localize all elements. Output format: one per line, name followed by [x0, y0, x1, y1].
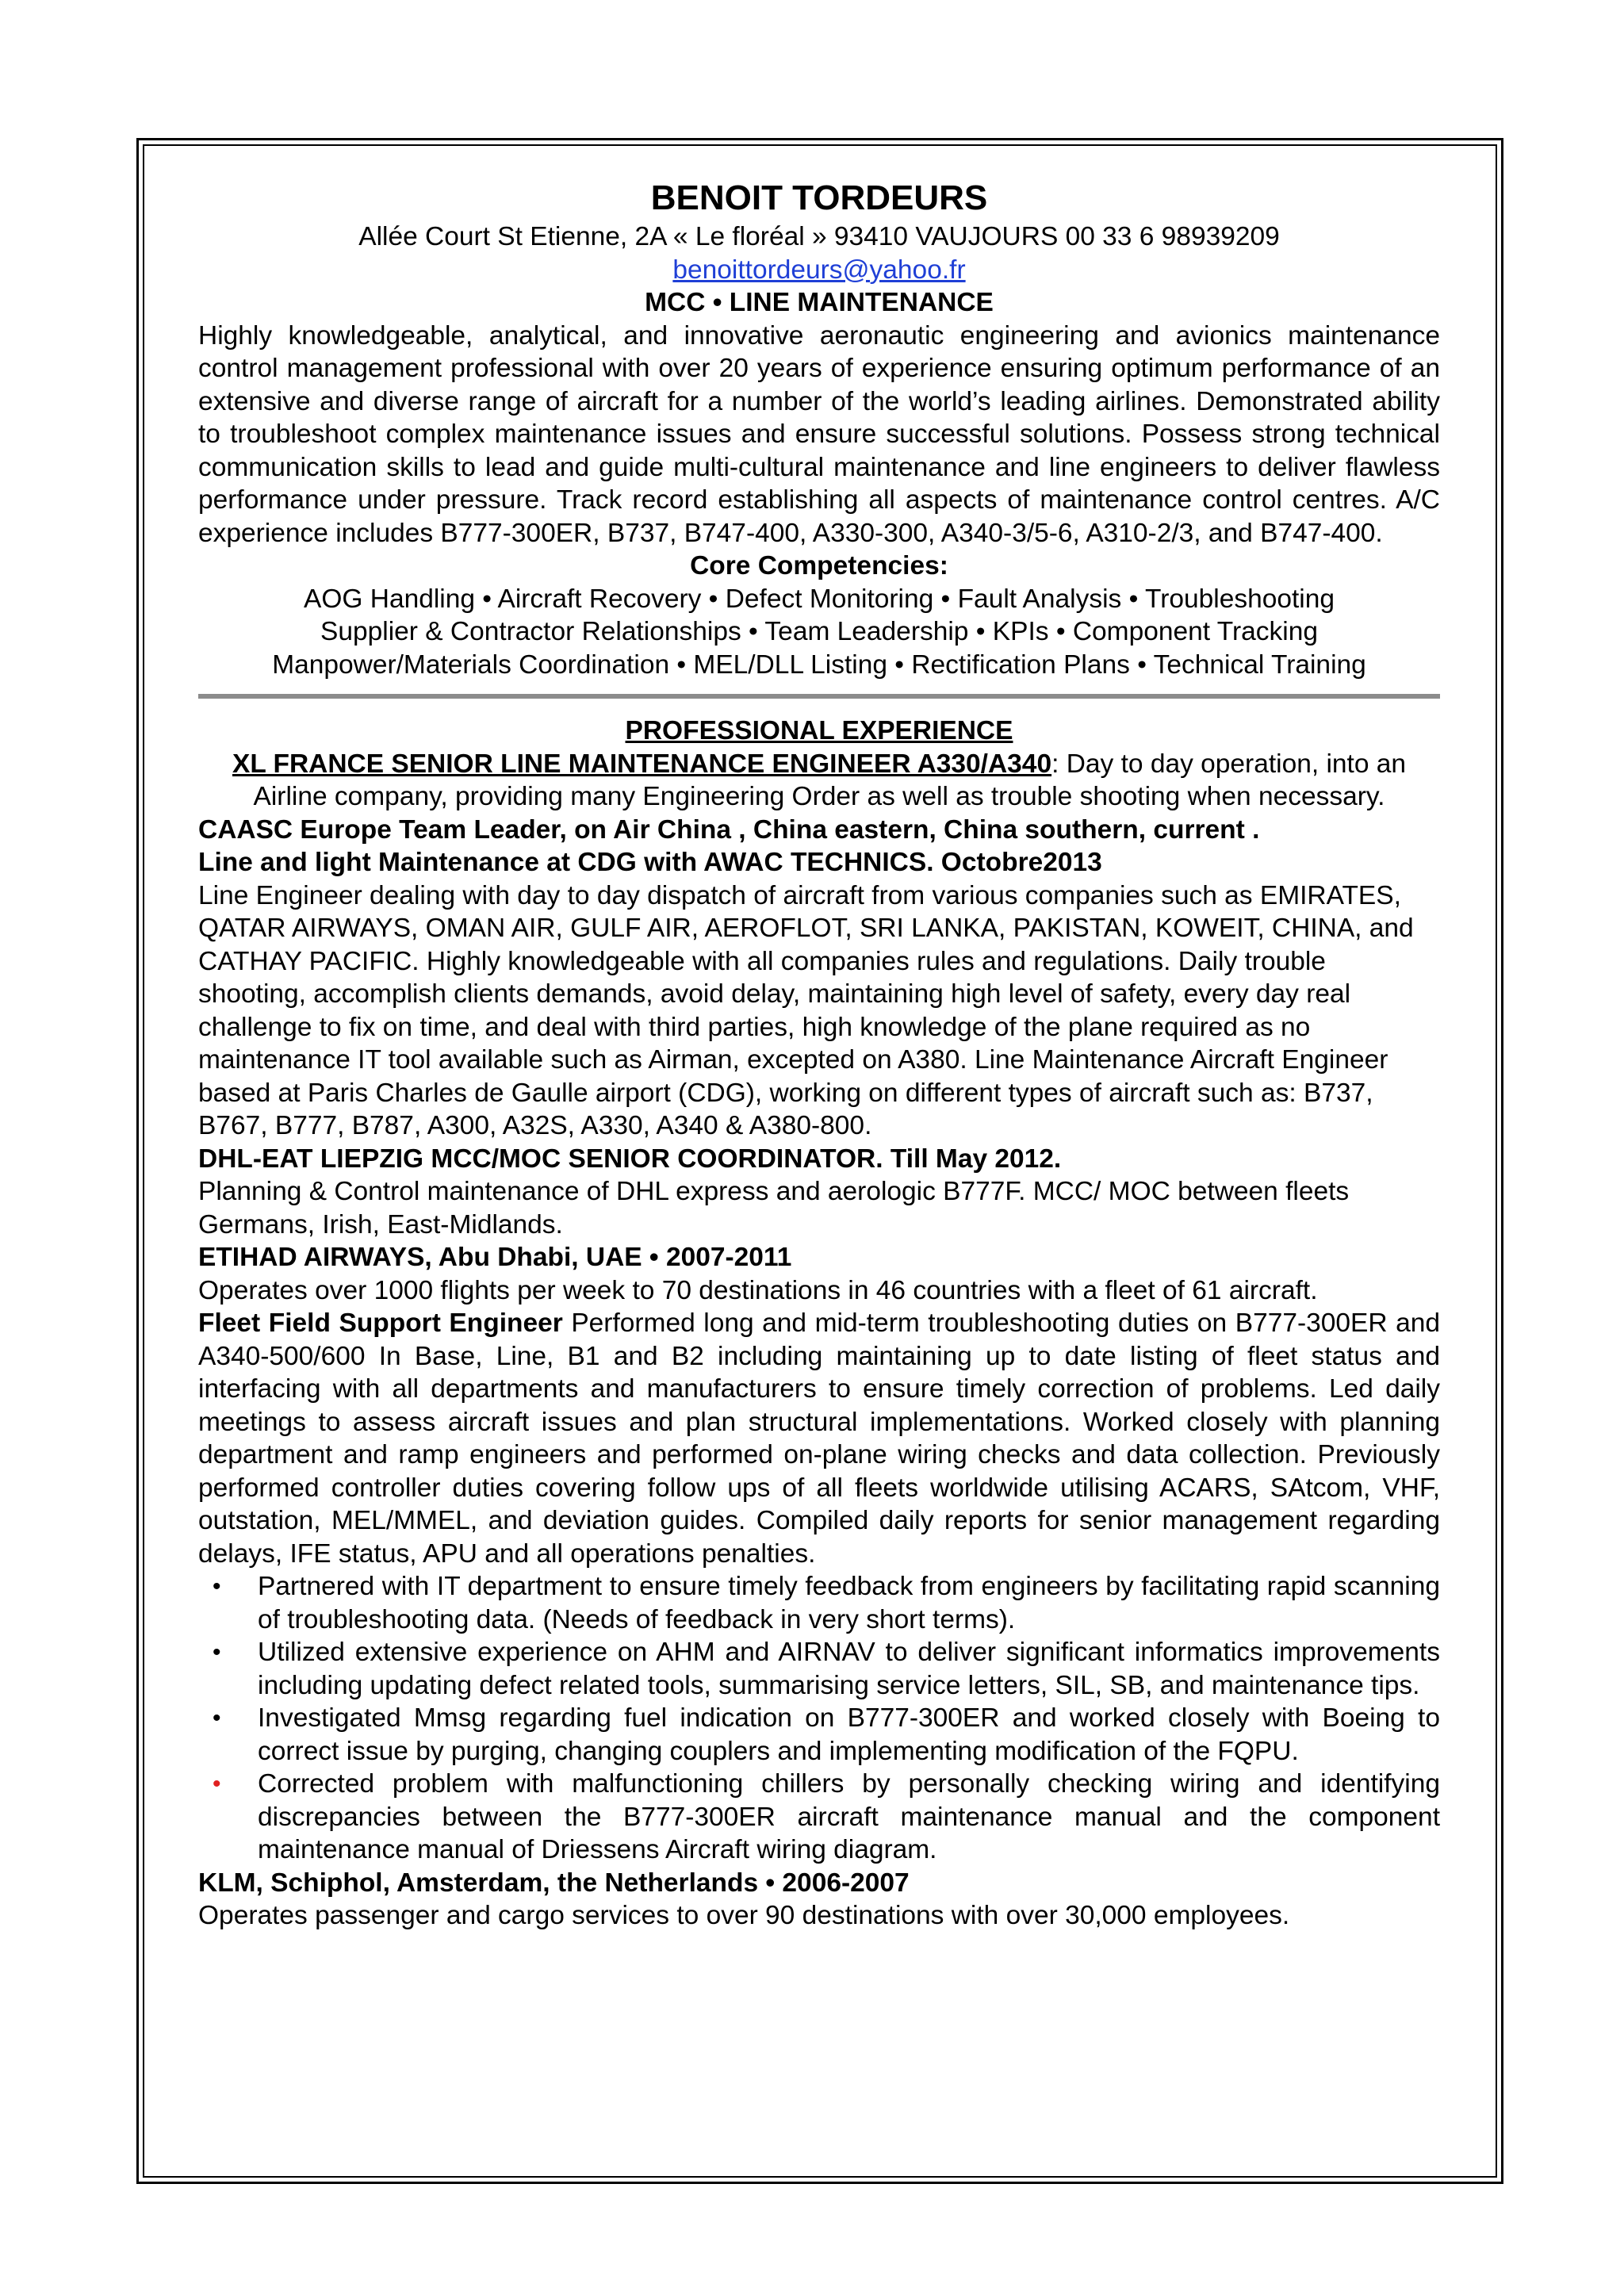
list-item-text: Corrected problem with malfunctioning chillers by personally checking wiring and identifying discrepancies between the B777-300ER aircraft maintenance manual and the component maintenance manual of Driessens Aircraft wiring diagram. [258, 1769, 1440, 1864]
dhl-description: Planning & Control maintenance of DHL express and aerologic B777F. MCC/ MOC between fleets Germans, Irish, East-Midlands. [198, 1177, 1350, 1239]
headline-title: MCC • LINE MAINTENANCE [645, 288, 994, 317]
list-item [198, 1702, 1440, 1768]
etihad-description: Operates over 1000 flights per week to 70 destinations in 46 countries with a fleet of 61 aircraft. [198, 1275, 1318, 1305]
caasc-description: Line Engineer dealing with day to day dispatch of aircraft from various companies such as EMIRATES, QATAR AIRWAYS, OMAN AIR, GULF AIR, AEROFLOT, SRI LANKA, PAKISTAN, KOWEIT, CHINA, and CATHAY PACIFIC. Highly knowledgeable with all companies rules and regulations. Daily trouble shooting, accomplish clients demands, avoid delay, maintaining high level of safety, every day real challenge to fix on time, and deal with third parties, high knowledge of the plane required as no maintenance IT tool available such as Airman, excepted on A380. Line Maintenance Aircraft Engineer based at Paris Charles de Gaulle airport (CDG), working on different types of aircraft such as: B737, B767, B777, B787, A300, A32S, A330, A340 & A380-800. [198, 880, 1414, 1140]
bullet-icon: • [213, 1573, 221, 1600]
dhl-title: DHL-EAT LIEPZIG MCC/MOC SENIOR COORDINATOR. Till May 2012. [198, 1144, 1062, 1174]
candidate-name: BENOIT TORDEURS [650, 178, 988, 217]
etihad-title: ETIHAD AIRWAYS, Abu Dhabi, UAE • 2007-2011 [198, 1243, 792, 1272]
list-item-text: Partnered with IT department to ensure timely feedback from engineers by facilitating rapid scanning of troubleshooting data. (Needs of feedback in very short terms). [258, 1572, 1440, 1634]
caasc-title-line-1: CAASC Europe Team Leader, on Air China , China eastern, China southern, current . [198, 814, 1260, 845]
section-divider [198, 694, 1440, 699]
competencies-line-1: AOG Handling • Aircraft Recovery • Defect Monitoring • Fault Analysis • Troubleshooting [303, 584, 1335, 614]
list-item-text: Investigated Mmsg regarding fuel indication on B777-300ER and worked closely with Boeing to correct issue by purging, changing couplers and implementing modification of the FQPU. [258, 1703, 1440, 1766]
list-item [198, 1570, 1440, 1636]
contact-address: Allée Court St Etienne, 2A « Le floréal » 93410 VAUJOURS 00 33 6 98939209 [358, 222, 1280, 251]
caasc-title-line-2: Line and light Maintenance at CDG with AWAC TECHNICS. Octobre2013 [198, 848, 1102, 877]
bullet-icon-red: • [213, 1771, 221, 1797]
klm-title: KLM, Schiphol, Amsterdam, the Netherlands • 2006-2007 [198, 1868, 910, 1898]
competencies-line-2: Supplier & Contractor Relationships • Team Leadership • KPIs • Component Tracking [320, 617, 1318, 646]
bullet-icon: • [213, 1639, 221, 1665]
competencies-heading: Core Competencies: [690, 551, 948, 580]
xl-france-entry [198, 748, 1440, 814]
profile-summary: Highly knowledgeable, analytical, and innovative aeronautic engineering and avionics maintenance control management professional with over 20 years of experience ensuring optimum performance of an extensive and diverse range of aircraft for a number of the world’s leading airlines. Demonstrated ability to troubleshoot complex maintenance issues and ensure successful solutions. Possess strong technical communication skills to lead and guide multi-cultural maintenance and line engineers to deliver flawless performance under pressure. Track record establishing all aspects of maintenance control centres. A/C experience includes B777-300ER, B737, B747-400, A330-300, A340-3/5-6, A310-2/3, and B747-400. [198, 320, 1440, 548]
experience-heading: PROFESSIONAL EXPERIENCE [625, 716, 1013, 745]
competencies-line-3: Manpower/Materials Coordination • MEL/DLL Listing • Rectification Plans • Technical Training [272, 649, 1366, 680]
list-item-text: Utilized extensive experience on AHM and AIRNAV to deliver significant informatics improvements including updating defect related tools, summarising service letters, SIL, SB, and maintenance tips. [258, 1638, 1440, 1700]
list-item [198, 1768, 1440, 1867]
etihad-role-description: Performed long and mid-term troubleshooting duties on B777-300ER and A340-500/600 In Base, Line, B1 and B2 including maintaining up to date listing of fleet status and interfacing with all departments and manufacturers to ensure timely correction of problems. Led daily meetings to assess aircraft issues and plan structural implementations. Worked closely with planning department and ramp engineers and performed on-plane wiring checks and data collection. Previously performed controller duties covering follow ups of all fleets worldwide utilising ACARS, SAtcom, VHF, outstation, MEL/MMEL, and deviation guides. Compiled daily reports for senior management regarding delays, IFE status, APU and all operations penalties. [198, 1308, 1440, 1569]
bullet-icon: • [213, 1705, 221, 1731]
etihad-role [198, 1307, 1440, 1570]
email-link[interactable]: benoittordeurs@yahoo.fr [672, 255, 966, 285]
xl-france-title: XL FRANCE SENIOR LINE MAINTENANCE ENGINEER A330/A340 [232, 749, 1052, 779]
achievement-list [198, 1570, 1440, 1867]
xl-france-description: : Day to day operation, into an Airline company, providing many Engineering Order as well as trouble shooting when necessary. [253, 749, 1407, 811]
etihad-role-title: Fleet Field Support Engineer [198, 1308, 563, 1338]
klm-description: Operates passenger and cargo services to over 90 destinations with over 30,000 employees. [198, 1901, 1290, 1930]
contact-email-line [198, 254, 1440, 287]
resume-content [198, 176, 1440, 1933]
list-item [198, 1636, 1440, 1702]
